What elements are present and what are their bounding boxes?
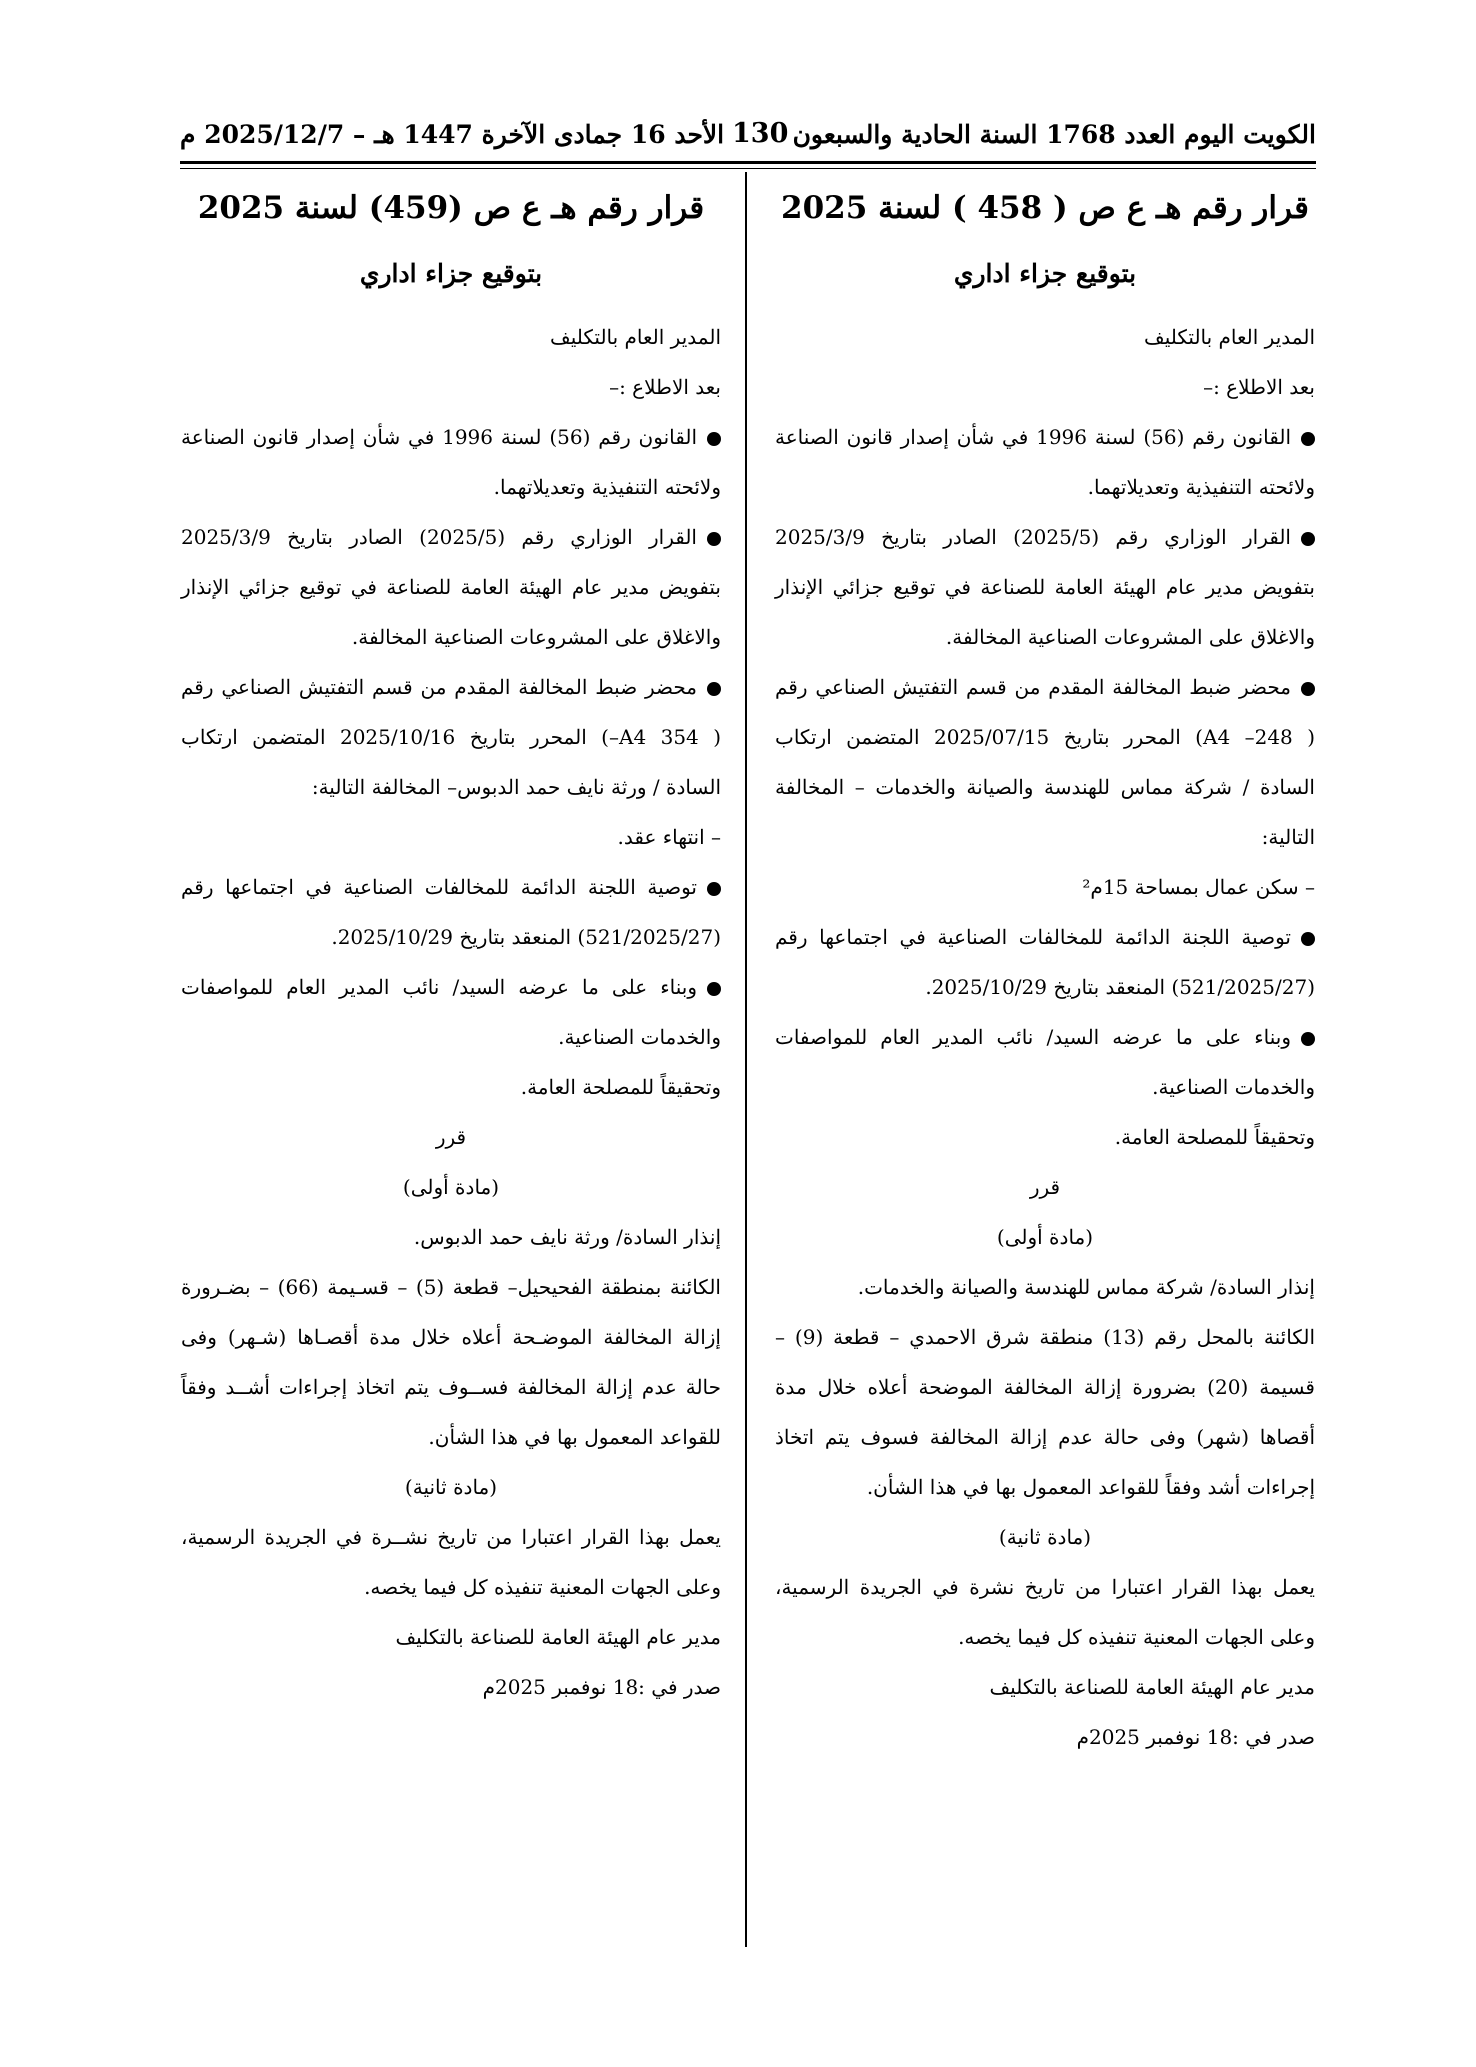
recital-law bbox=[181, 412, 721, 512]
decision-subtitle: بتوقيع جزاء اداري bbox=[953, 259, 1137, 288]
decision-title: قرار رقم هـ ع ص (459) لسنة 2025 bbox=[197, 190, 705, 226]
recital-deputy bbox=[181, 962, 721, 1062]
decided-heading: قرر bbox=[435, 1125, 467, 1149]
effective-paragraph: يعمل بهذا القرار اعتبارا من تاريخ نشــرة في الجريدة الرسمية، وعلى الجهات المعنية تنفيذه كل فيما يخصه. bbox=[181, 1525, 721, 1599]
recital-report bbox=[181, 662, 721, 812]
effective-paragraph: يعمل بهذا القرار اعتبارا من تاريخ نشرة في الجريدة الرسمية، وعلى الجهات المعنية تنفيذه كل فيما يخصه. bbox=[775, 1575, 1316, 1649]
bullet-icon bbox=[707, 532, 721, 546]
header-rule-thick bbox=[180, 161, 1316, 164]
column-divider bbox=[745, 172, 747, 1947]
issued-line: صدر في :18 نوفمبر 2025م bbox=[482, 1675, 721, 1699]
violation-line: – سكن عمال بمساحة 15م² bbox=[1082, 875, 1315, 899]
decided-heading: قرر bbox=[1029, 1175, 1061, 1199]
article-one-heading: (مادة أولى) bbox=[996, 1225, 1094, 1249]
perusal-line: بعد الاطلاع :– bbox=[609, 375, 721, 399]
recital-committee-text: توصية اللجنة الدائمة للمخالفات الصناعية في اجتماعها رقم (521/2025/27) المنعقد بتاريخ 2025/10/29. bbox=[181, 875, 721, 949]
bullet-icon bbox=[707, 432, 721, 446]
decision-title: قرار رقم هـ ع ص ( 458 ) لسنة 2025 bbox=[781, 190, 1309, 226]
director-line: المدير العام بالتكليف bbox=[1144, 325, 1315, 349]
public-interest-line: وتحقيقاً للمصلحة العامة. bbox=[1114, 1125, 1315, 1149]
recital-report-text: محضر ضبط المخالفة المقدم من قسم التفتيش الصناعي رقم ( A4 354–) المحرر بتاريخ 2025/10/16 المتضمن ارتكاب السادة / ورثة نايف حمد الدبوس– المخالفة التالية: bbox=[181, 675, 722, 799]
signatory-line: مدير عام الهيئة العامة للصناعة بالتكليف bbox=[395, 1625, 721, 1649]
recital-ministerial bbox=[181, 512, 721, 662]
decision-458-column bbox=[775, 178, 1315, 1762]
recital-ministerial-text: القرار الوزاري رقم (2025/5) الصادر بتاريخ 2025/3/9 بتفويض مدير عام الهيئة العامة للصناعة في توقيع جزائي الإنذار والاغلاق على المشروعات الصناعية المخالفة. bbox=[181, 525, 721, 649]
header-issue-info: الكويت اليوم العدد 1768 السنة الحادية والسبعون bbox=[792, 120, 1316, 149]
article-two-heading: (مادة ثانية) bbox=[404, 1475, 498, 1499]
recital-report-text: محضر ضبط المخالفة المقدم من قسم التفتيش الصناعي رقم ( A4 –248) المحرر بتاريخ 2025/07/15 المتضمن ارتكاب السادة / شركة مماس للهندسة والصيانة والخدمات – المخالفة التالية: bbox=[775, 675, 1316, 849]
recital-report bbox=[775, 662, 1315, 862]
article-two-heading: (مادة ثانية) bbox=[998, 1525, 1092, 1549]
page-header bbox=[180, 118, 1316, 156]
recital-committee-text: توصية اللجنة الدائمة للمخالفات الصناعية في اجتماعها رقم (521/2025/27) المنعقد بتاريخ 2025/10/29. bbox=[775, 925, 1315, 999]
issued-line: صدر في :18 نوفمبر 2025م bbox=[1076, 1725, 1315, 1749]
recital-ministerial-text: القرار الوزاري رقم (2025/5) الصادر بتاريخ 2025/3/9 بتفويض مدير عام الهيئة العامة للصناعة في توقيع جزائي الإنذار والاغلاق على المشروعات الصناعية المخالفة. bbox=[775, 525, 1315, 649]
recital-ministerial bbox=[775, 512, 1315, 662]
warning-line: إنذار السادة/ شركة مماس للهندسة والصيانة والخدمات. bbox=[857, 1275, 1315, 1299]
recital-deputy-text: وبناء على ما عرضه السيد/ نائب المدير العام للمواصفات والخدمات الصناعية. bbox=[181, 975, 721, 1049]
bullet-icon bbox=[1301, 932, 1315, 946]
warning-line: إنذار السادة/ ورثة نايف حمد الدبوس. bbox=[413, 1225, 721, 1249]
signatory-line: مدير عام الهيئة العامة للصناعة بالتكليف bbox=[989, 1675, 1315, 1699]
recital-deputy bbox=[775, 1012, 1315, 1112]
recital-law bbox=[775, 412, 1315, 512]
recital-law-text: القانون رقم (56) لسنة 1996 في شأن إصدار قانون الصناعة ولائحته التنفيذية وتعديلاتهما. bbox=[775, 425, 1315, 499]
header-date: الأحد 16 جمادى الآخرة 1447 هـ – 2025/12/7 م bbox=[180, 120, 725, 149]
public-interest-line: وتحقيقاً للمصلحة العامة. bbox=[520, 1075, 721, 1099]
bullet-icon bbox=[1301, 432, 1315, 446]
location-paragraph: الكائنة بالمحل رقم (13) منطقة شرق الاحمدي – قطعة (9) – قسيمة (20) بضرورة إزالة المخالفة الموضحة أعلاه خلال مدة أقصاها (شهر) وفى حالة عدم إزالة المخالفة فسوف يتم اتخاذ إجراءات أشد وفقاً للقواعد المعمول بها في هذا الشأن. bbox=[775, 1325, 1315, 1499]
bullet-icon bbox=[707, 882, 721, 896]
perusal-line: بعد الاطلاع :– bbox=[1203, 375, 1315, 399]
bullet-icon bbox=[1301, 1032, 1315, 1046]
bullet-icon bbox=[707, 682, 721, 696]
article-one-heading: (مادة أولى) bbox=[402, 1175, 500, 1199]
bullet-icon bbox=[707, 982, 721, 996]
director-line: المدير العام بالتكليف bbox=[550, 325, 721, 349]
decision-459-column bbox=[181, 178, 721, 1712]
location-paragraph: الكائنة بمنطقة الفحيحيل– قطعة (5) – قسـيمة (66) – بضـرورة إزالة المخالفة الموضـحة أعلاه خلال مدة أقصـاها (شـهر) وفى حالة عدم إزالة المخالفة فســوف يتم اتخاذ إجراءات أشــد وفقاً للقواعد المعمول بها في هذا الشأن. bbox=[181, 1275, 721, 1449]
recital-committee bbox=[181, 862, 721, 962]
recital-law-text: القانون رقم (56) لسنة 1996 في شأن إصدار قانون الصناعة ولائحته التنفيذية وتعديلاتهما. bbox=[181, 425, 721, 499]
bullet-icon bbox=[1301, 532, 1315, 546]
recital-deputy-text: وبناء على ما عرضه السيد/ نائب المدير العام للمواصفات والخدمات الصناعية. bbox=[775, 1025, 1315, 1099]
bullet-icon bbox=[1301, 682, 1315, 696]
header-rule-thin bbox=[180, 168, 1316, 169]
recital-committee bbox=[775, 912, 1315, 1012]
decision-subtitle: بتوقيع جزاء اداري bbox=[359, 259, 543, 288]
page-number: 130 bbox=[732, 118, 789, 149]
violation-line: – انتهاء عقد. bbox=[617, 825, 721, 849]
